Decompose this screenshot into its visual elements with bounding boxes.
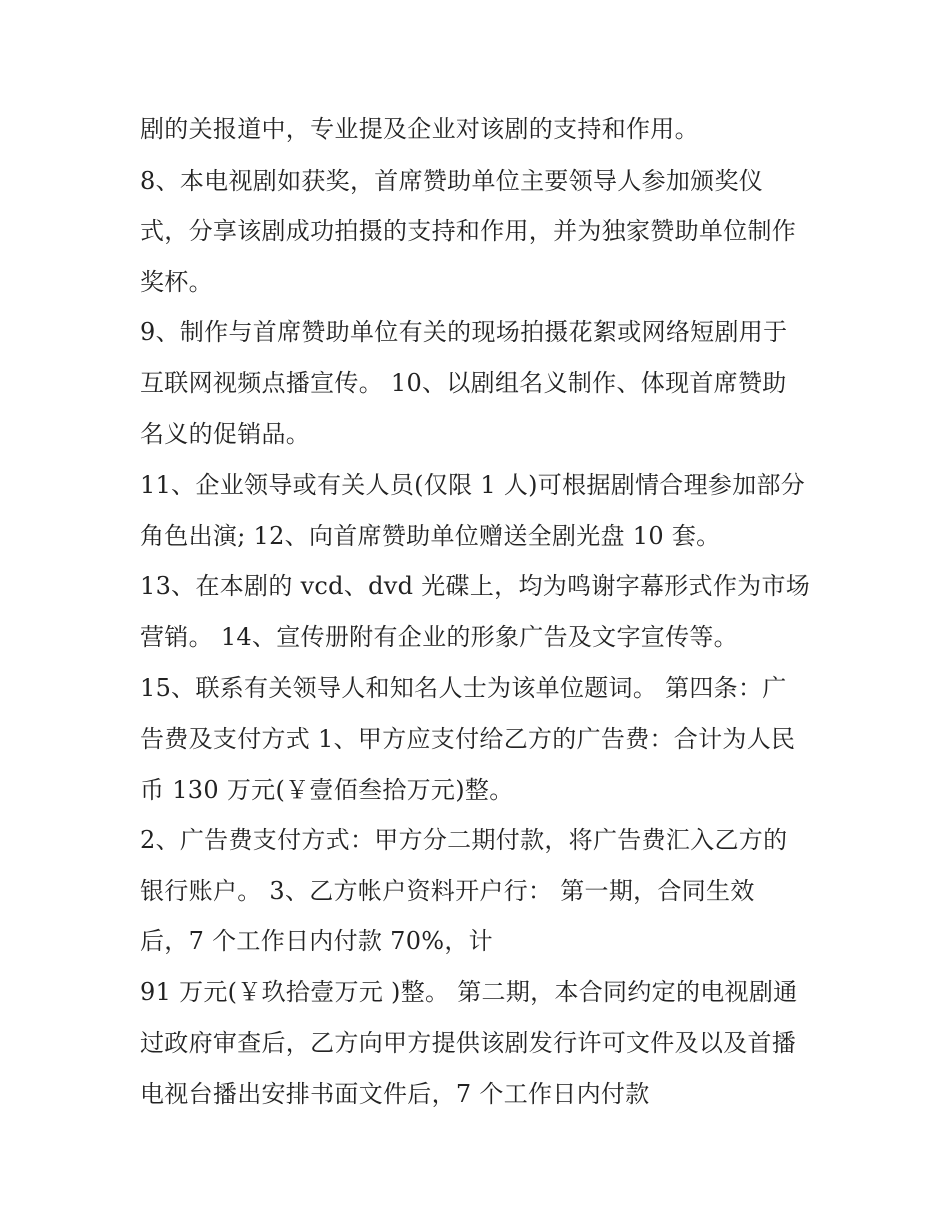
text-line: 营销。 14、宣传册附有企业的形象广告及文字宣传等。 xyxy=(140,623,738,651)
text-line: 奖杯。 xyxy=(140,268,213,296)
text-line: 币 130 万元(￥壹佰叁拾万元)整。 xyxy=(140,776,514,804)
text-line: 告费及支付方式 1、甲方应支付给乙方的广告费：合计为人民 xyxy=(140,725,796,753)
text-line: 9、制作与首席赞助单位有关的现场拍摄花絮或网络短剧用于 xyxy=(140,318,788,346)
text-line: 过政府审查后，乙方向甲方提供该剧发行许可文件及以及首播 xyxy=(140,1029,797,1057)
text-line: 8、本电视剧如获奖，首席赞助单位主要领导人参加颁奖仪 xyxy=(140,167,764,195)
text-line: 后，7 个工作日内付款 70%，计 xyxy=(140,927,493,955)
text-line: 银行账户。 3、乙方帐户资料开户行： 第一期，合同生效 xyxy=(140,877,755,905)
text-line: 2、广告费支付方式：甲方分二期付款，将广告费汇入乙方的 xyxy=(140,826,788,854)
text-line: 式，分享该剧成功拍摄的支持和作用，并为独家赞助单位制作 xyxy=(140,217,797,245)
text-line: 13、在本剧的 vcd、dvd 光碟上，均为鸣谢字幕形式作为市场 xyxy=(140,572,811,600)
text-line: 剧的关报道中，专业提及企业对该剧的支持和作用。 xyxy=(140,115,699,143)
text-line: 名义的促销品。 xyxy=(140,420,311,448)
text-line: 角色出演; 12、向首席赞助单位赠送全剧光盘 10 套。 xyxy=(140,522,721,550)
text-line: 11、企业领导或有关人员(仅限 1 人)可根据剧情合理参加部分 xyxy=(140,471,806,499)
text-line: 电视台播出安排书面文件后，7 个工作日内付款 xyxy=(140,1080,650,1108)
text-line: 互联网视频点播宣传。 10、以剧组名义制作、体现首席赞助 xyxy=(140,369,787,397)
text-line: 15、联系有关领导人和知名人士为该单位题词。 第四条：广 xyxy=(140,674,787,702)
text-line: 91 万元(￥玖拾壹万元 )整。 第二期，本合同约定的电视剧通 xyxy=(140,978,798,1006)
